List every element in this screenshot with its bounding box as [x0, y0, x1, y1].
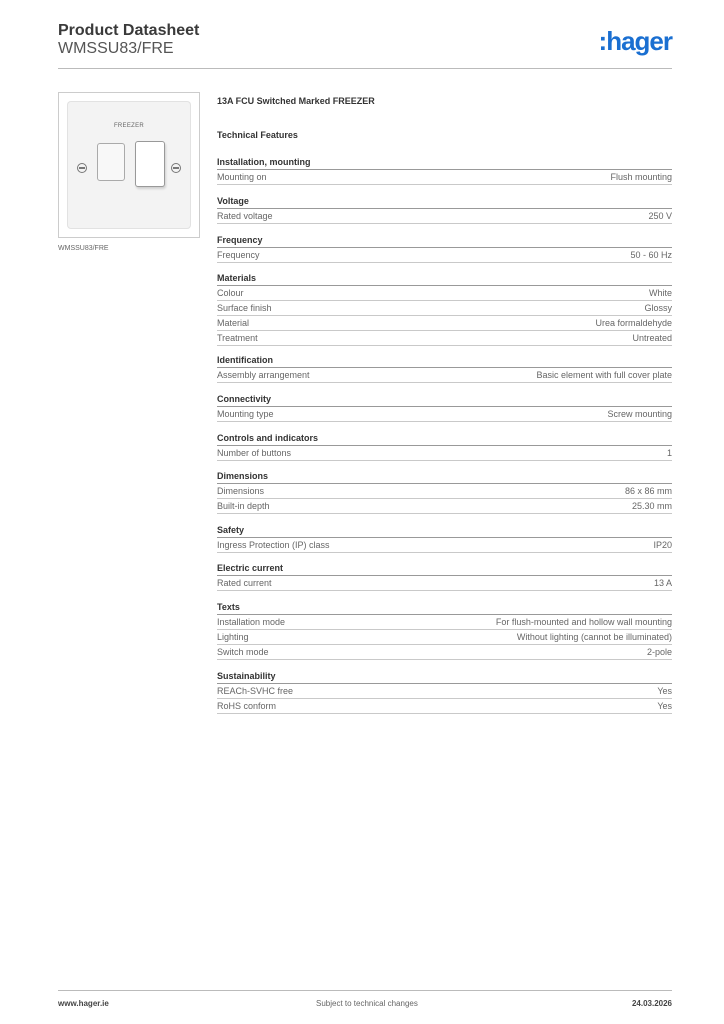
section-title: Identification — [217, 353, 672, 368]
spec-section — [217, 155, 672, 185]
section-title: Materials — [217, 271, 672, 286]
section-title: Controls and indicators — [217, 431, 672, 446]
spec-row — [217, 286, 672, 301]
spec-value: For flush-mounted and hollow wall mounting — [495, 617, 672, 627]
spec-row — [217, 331, 672, 346]
spec-section — [217, 233, 672, 263]
spec-value: White — [648, 288, 672, 298]
section-title: Frequency — [217, 233, 672, 248]
spec-label: Mounting on — [217, 172, 267, 182]
spec-label: Colour — [217, 288, 244, 298]
product-code: WMSSU83/FRE — [58, 40, 174, 57]
spec-value: Yes — [657, 686, 672, 696]
spec-label: Mounting type — [217, 409, 274, 419]
product-title: 13A FCU Switched Marked FREEZER — [217, 96, 375, 106]
section-title: Texts — [217, 600, 672, 615]
page-title: Product Datasheet — [58, 22, 200, 39]
spec-section — [217, 469, 672, 514]
spec-value: IP20 — [653, 540, 672, 550]
spec-row — [217, 301, 672, 316]
spec-row — [217, 499, 672, 514]
spec-row — [217, 484, 672, 499]
spec-row — [217, 630, 672, 645]
header-divider — [58, 68, 672, 69]
spec-label: Assembly arrangement — [217, 370, 310, 380]
spec-row — [217, 248, 672, 263]
spec-value: Glossy — [644, 303, 672, 313]
spec-value: 250 V — [648, 211, 672, 221]
image-caption: WMSSU83/FRE — [58, 245, 109, 252]
spec-section — [217, 194, 672, 224]
spec-value: Screw mounting — [607, 409, 672, 419]
spec-value: 1 — [666, 448, 672, 458]
spec-row — [217, 209, 672, 224]
footer-website: www.hager.ie — [58, 999, 109, 1008]
fuse-holder — [97, 143, 125, 181]
spec-label: Treatment — [217, 333, 258, 343]
spec-label: Surface finish — [217, 303, 272, 313]
section-title: Dimensions — [217, 469, 672, 484]
spec-label: Lighting — [217, 632, 249, 642]
spec-row — [217, 407, 672, 422]
section-title: Electric current — [217, 561, 672, 576]
footer-notice: Subject to technical changes — [316, 999, 418, 1008]
spec-row — [217, 170, 672, 185]
footer-date: 24.03.2026 — [631, 999, 672, 1008]
section-title: Sustainability — [217, 669, 672, 684]
technical-features-heading: Technical Features — [217, 130, 298, 140]
section-title: Connectivity — [217, 392, 672, 407]
screw-icon — [77, 163, 87, 173]
spec-row — [217, 576, 672, 591]
spec-value: 25.30 mm — [631, 501, 672, 511]
spec-section — [217, 561, 672, 591]
footer-divider — [58, 990, 672, 991]
spec-label: Installation mode — [217, 617, 286, 627]
spec-value: Urea formaldehyde — [595, 318, 672, 328]
product-image — [58, 92, 200, 238]
spec-label: RoHS conform — [217, 701, 277, 711]
spec-row — [217, 684, 672, 699]
rocker-switch — [135, 141, 165, 187]
spec-row — [217, 316, 672, 331]
spec-value: Without lighting (cannot be illuminated) — [516, 632, 672, 642]
spec-value: 86 x 86 mm — [624, 486, 672, 496]
spec-row — [217, 538, 672, 553]
section-title: Voltage — [217, 194, 672, 209]
spec-value: Untreated — [632, 333, 672, 343]
spec-row — [217, 615, 672, 630]
spec-section — [217, 669, 672, 714]
spec-label: Ingress Protection (IP) class — [217, 540, 330, 550]
screw-icon — [171, 163, 181, 173]
spec-row — [217, 699, 672, 714]
spec-value: 13 A — [653, 578, 672, 588]
spec-section — [217, 600, 672, 660]
spec-row — [217, 368, 672, 383]
spec-row — [217, 446, 672, 461]
spec-label: Built-in depth — [217, 501, 270, 511]
spec-label: Material — [217, 318, 250, 328]
spec-label: Rated voltage — [217, 211, 273, 221]
spec-value: Flush mounting — [610, 172, 672, 182]
spec-value: 50 - 60 Hz — [630, 250, 672, 260]
spec-value: 2-pole — [646, 647, 672, 657]
plate-label: FREEZER — [113, 123, 145, 129]
spec-label: REACh-SVHC free — [217, 686, 294, 696]
spec-section — [217, 353, 672, 383]
switch-plate-illustration — [67, 101, 191, 229]
spec-value: Yes — [657, 701, 672, 711]
spec-row — [217, 645, 672, 660]
spec-value: Basic element with full cover plate — [536, 370, 672, 380]
section-title: Installation, mounting — [217, 155, 672, 170]
spec-section — [217, 392, 672, 422]
spec-label: Dimensions — [217, 486, 265, 496]
page-header — [58, 20, 672, 70]
spec-label: Frequency — [217, 250, 260, 260]
spec-label: Number of buttons — [217, 448, 292, 458]
section-title: Safety — [217, 523, 672, 538]
spec-label: Rated current — [217, 578, 272, 588]
spec-section — [217, 523, 672, 553]
spec-section — [217, 271, 672, 346]
spec-label: Switch mode — [217, 647, 269, 657]
hager-logo: :hager — [598, 26, 672, 56]
spec-section — [217, 431, 672, 461]
